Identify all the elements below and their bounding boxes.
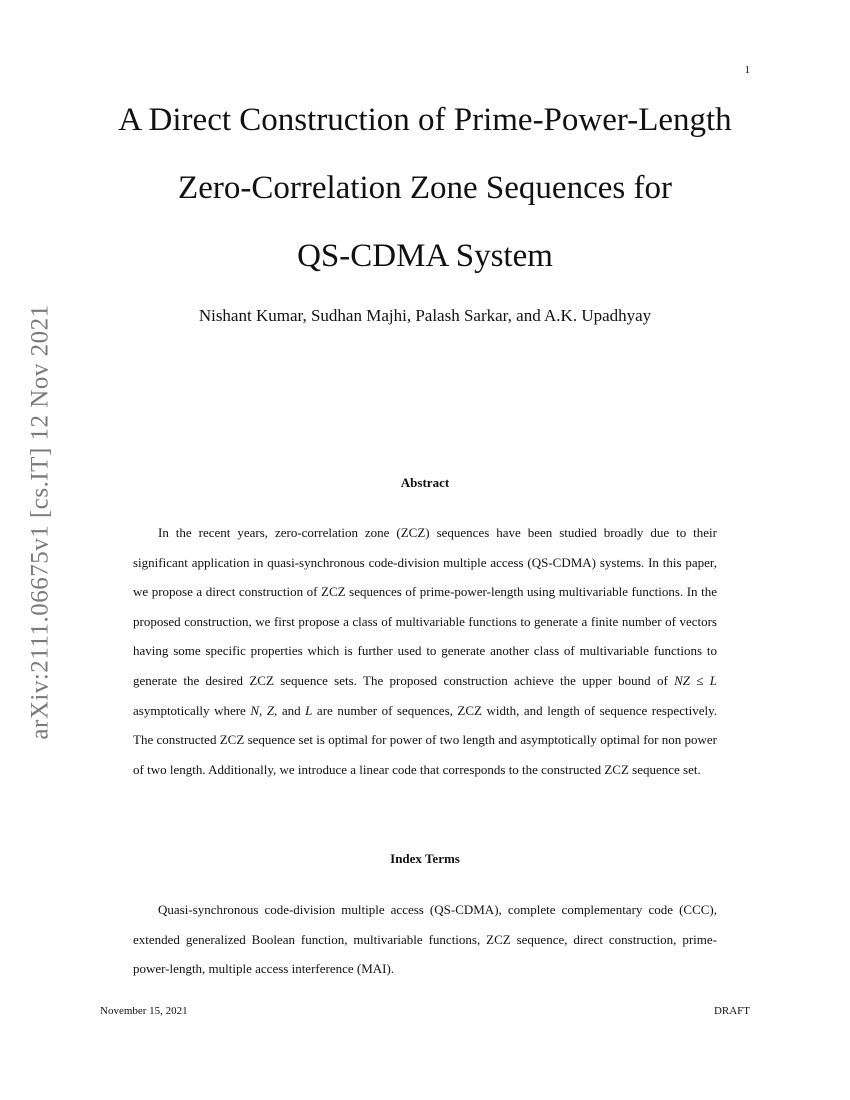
math-upper-bound: NZ ≤ L bbox=[674, 672, 717, 688]
arxiv-identifier-text: arXiv:2111.06675v1 [cs.IT] 12 Nov 2021 bbox=[27, 304, 55, 740]
arxiv-identifier-stamp bbox=[13, 260, 69, 784]
index-terms-paragraph: Quasi-synchronous code-division multiple access (QS-CDMA), complete complementary code (CCC), extended generalized Boolean function, multivariable functions, ZCZ sequence, direct construction, prime-power-length, multiple access interference (MAI). bbox=[133, 902, 717, 977]
index-terms-heading: Index Terms bbox=[390, 851, 460, 866]
abstract-text-part-3: and bbox=[277, 702, 306, 718]
title-line-2: Zero-Correlation Zone Sequences for bbox=[178, 170, 672, 206]
abstract-text-part-2: asymptotically where bbox=[133, 702, 251, 718]
abstract-text-part-1: In the recent years, zero-correlation zone (ZCZ) sequences have been studied broadly due to their significant application in quasi-synchronous code-division multiple access (QS-CDMA) systems. In this paper, we propose a direct construction of ZCZ sequences of prime-power-length using multivariable functions. In the proposed construction, we first propose a class of multivariable functions to generate a finite number of vectors having some specific properties which is further used to generate another class of multivariable functions to generate the desired ZCZ sequence sets. The proposed construction achieve the upper bound of bbox=[133, 525, 717, 688]
page-number: 1 bbox=[744, 64, 750, 76]
author-list: Nishant Kumar, Sudhan Majhi, Palash Sarkar, and A.K. Upadhyay bbox=[198, 306, 652, 325]
abstract-text-part-4: are number of sequences, ZCZ width, and length of sequence respectively. The constructed ZCZ sequence set is optimal for power of two length and asymptotically optimal for non power of two length. Additionally, we introduce a linear code that corresponds to the constructed ZCZ sequence set. bbox=[133, 702, 717, 777]
title-line-1: A Direct Construction of Prime-Power-Length bbox=[118, 102, 732, 138]
footer-draft-label: DRAFT bbox=[713, 1005, 750, 1017]
math-length: L bbox=[305, 702, 313, 718]
abstract-paragraph bbox=[133, 518, 717, 784]
math-parameters: N, Z, bbox=[250, 702, 278, 718]
paper-title bbox=[60, 86, 790, 290]
title-line-3: QS-CDMA System bbox=[297, 238, 553, 274]
abstract-heading: Abstract bbox=[400, 475, 450, 490]
index-terms-body bbox=[133, 895, 717, 984]
footer-date: November 15, 2021 bbox=[100, 1005, 188, 1017]
abstract-body bbox=[133, 518, 717, 784]
